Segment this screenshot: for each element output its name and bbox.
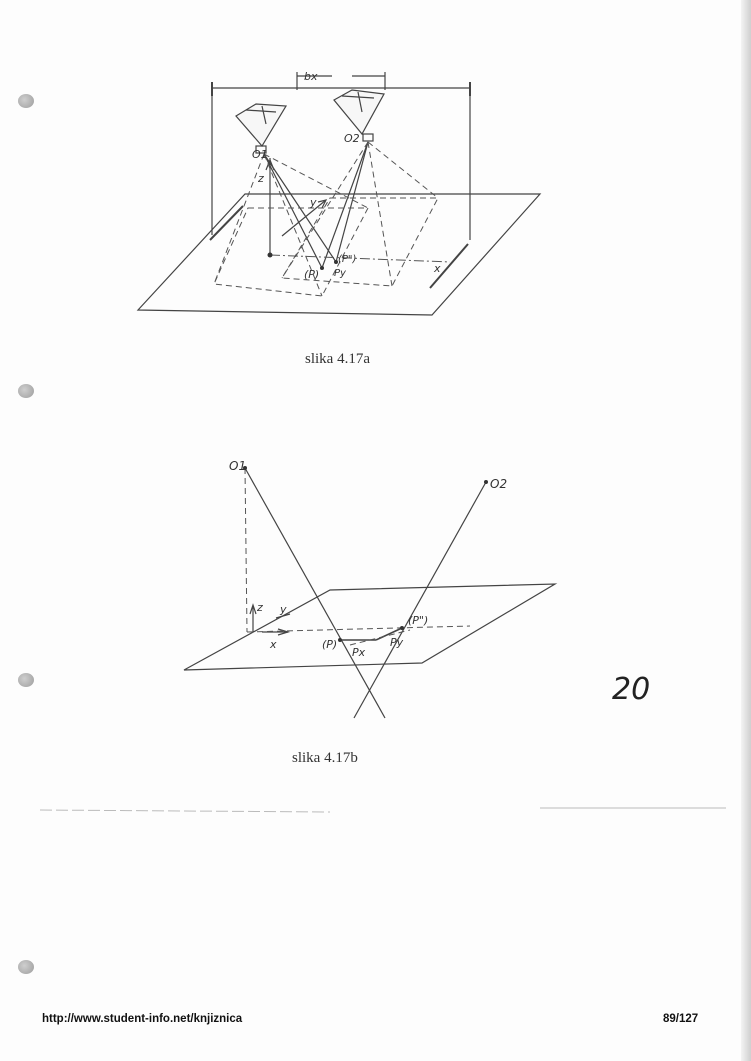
p-label: (P) — [304, 268, 320, 281]
footer-page-number: 89/127 — [663, 1013, 699, 1025]
px-label-b: Px — [352, 646, 366, 659]
o1-label: O1 — [252, 148, 268, 161]
handwritten-page-number: 20 — [612, 672, 651, 707]
o2-label-b: O2 — [490, 477, 508, 491]
y-label: y — [310, 196, 317, 209]
footer-url: http://www.student-info.net/knjiznica — [42, 1013, 243, 1025]
o2-label: O2 — [344, 132, 360, 145]
py-label: Py — [334, 268, 346, 279]
z-label: z — [258, 172, 264, 185]
p-label-b: (P) — [322, 638, 338, 651]
figure-b-caption: slika 4.17b — [292, 750, 358, 766]
y-label-b: y — [280, 603, 287, 616]
figure-a-caption: slika 4.17a — [305, 351, 370, 367]
x-label: x — [434, 262, 441, 275]
pp-label: (P") — [338, 254, 357, 265]
py-label-b: Py — [390, 636, 404, 649]
x-label-b: x — [270, 638, 277, 651]
bx-label: bx — [304, 70, 318, 83]
pp-label-b: (P") — [408, 614, 429, 627]
z-label-b: z — [257, 601, 263, 614]
plane-b — [184, 584, 555, 670]
o1-label-b: O1 — [229, 459, 247, 473]
